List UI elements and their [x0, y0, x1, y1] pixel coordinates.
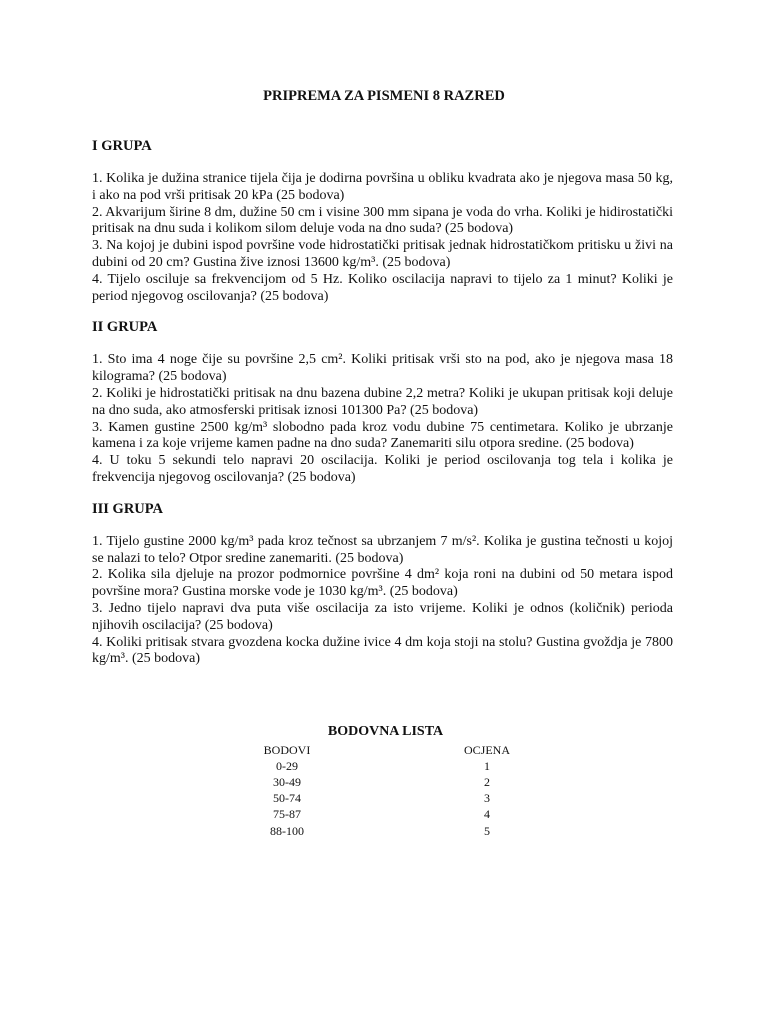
question-item: 1. Kolika je dužina stranice tijela čija je dodirna površina u obliku kvadrata ako je njegova masa 50 kg, i ako na pod vrši pritisak 20 kPa (25 bodova) [92, 171, 673, 203]
points-range-cell: 0-29 [276, 758, 298, 773]
question-item: 3. Jedno tijelo napravi dva puta više oscilacija za isto vrijeme. Koliki je odnos (količnik) perioda njihovih oscilacija? (25 bodova) [92, 600, 673, 633]
question-item: 1. Tijelo gustine 2000 kg/m³ pada kroz tečnost sa ubrzanjem 7 m/s². Kolika je gustina tečnosti u kojoj se nalazi to telo? Otpor sredine zanemariti. (25 bodova) [92, 533, 673, 566]
table-row [228, 758, 518, 774]
scoring-table [228, 742, 518, 839]
points-range-cell: 50-74 [273, 791, 301, 806]
question-list [92, 534, 673, 668]
page-title: PRIPREMA ZA PISMENI 8 RAZRED [263, 88, 505, 104]
column-spacer [346, 758, 456, 774]
column-header-ocjena: OCJENA [463, 742, 510, 757]
table-row [228, 774, 518, 790]
question-item: 2. Akvarijum širine 8 dm, dužine 50 cm i visine 300 mm sipana je voda do vrha. Koliki je hidirostatički pritisak na dnu suda i kolikom silom deluje voda na dno suda? (25 bodova) [92, 204, 673, 237]
column-spacer [346, 807, 456, 823]
question-item: 3. Na kojoj je dubini ispod površine vode hidrostatički pritisak jednak hidrostatičkom pritisku u živi na dubini od 20 cm? Gustina žive iznosi 13600 kg/m³. (25 bodova) [92, 238, 673, 270]
column-spacer [346, 742, 456, 758]
question-item: 4. U toku 5 sekundi telo napravi 20 oscilacija. Koliki je period oscilovanja tog tela i kolika je frekvencija njegovog oscilovanja? (25 bodova) [92, 453, 673, 485]
grade-cell: 5 [484, 823, 490, 838]
column-header-bodovi: BODOVI [263, 742, 311, 757]
points-range-cell: 30-49 [273, 774, 301, 789]
question-item: 2. Koliki je hidrostatički pritisak na dnu bazena dubine 2,2 metra? Koliki je ukupan pritisak koji deluje na dno suda, ako atmosferski pritisak iznosi 101300 Pa? (25 bodova) [92, 385, 673, 418]
question-item: 4. Koliki pritisak stvara gvozdena kocka dužine ivice 4 dm koja stoji na stolu? Gustina gvoždja je 7800 kg/m³. (25 bodova) [92, 634, 673, 667]
question-list [92, 352, 673, 486]
group-1 [92, 138, 673, 305]
table-row [228, 823, 518, 839]
group-heading: I GRUPA [92, 138, 152, 154]
group-2 [92, 319, 673, 486]
scoring-title: BODOVNA LISTA [327, 724, 444, 739]
table-row [228, 807, 518, 823]
question-item: 1. Sto ima 4 noge čije su površine 2,5 cm². Koliki pritisak vrši sto na pod, ako je njegova masa 18 kilograma? (25 bodova) [92, 352, 673, 385]
question-item: 4. Tijelo osciluje sa frekvencijom od 5 Hz. Koliko oscilacija napravi to tijelo za 1 minut? Koliki je period njegovog oscilovanja? (25 bodova) [92, 271, 673, 304]
column-spacer [346, 791, 456, 807]
question-item: 3. Kamen gustine 2500 kg/m³ slobodno pada kroz vodu dubine 75 centimetara. Koliko je ubrzanje kamena i za koje vrijeme kamen padne na dno suda? Zanemariti silu otpora sredine. (25 bodova) [92, 419, 673, 452]
column-spacer [346, 823, 456, 839]
group-heading: II GRUPA [92, 319, 158, 336]
question-list [92, 171, 673, 305]
group-3 [92, 501, 673, 668]
grade-cell: 3 [484, 791, 490, 806]
table-header-row [228, 742, 518, 758]
question-item: 2. Kolika sila djeluje na prozor podmornice površine 4 dm² koja roni na dubini od 50 metara ispod površine mora? Gustina morske vode je 1030 kg/m³. (25 bodova) [92, 567, 673, 600]
grade-cell: 4 [484, 807, 490, 822]
scoring-section [0, 724, 768, 839]
table-row [228, 791, 518, 807]
grade-cell: 1 [484, 758, 490, 773]
points-range-cell: 88-100 [270, 823, 304, 838]
points-range-cell: 75-87 [273, 807, 301, 822]
grade-cell: 2 [484, 774, 490, 789]
column-spacer [346, 774, 456, 790]
group-heading: III GRUPA [92, 500, 164, 517]
document-body [92, 138, 673, 682]
